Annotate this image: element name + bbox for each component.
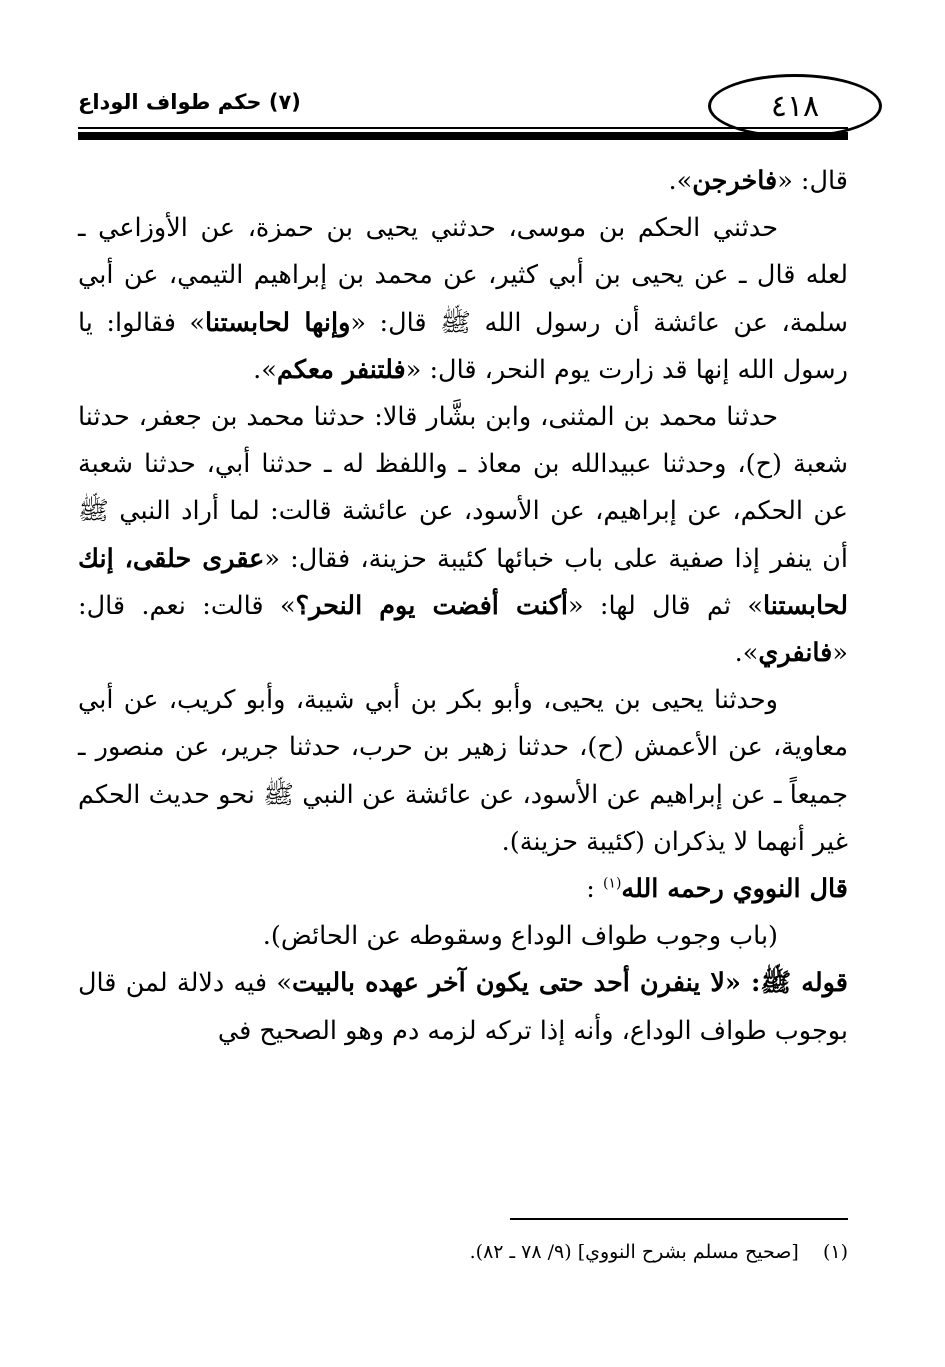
footnote-marker: (١): [822, 1241, 848, 1263]
text-segment: » فقالوا: يا رسول الله إنها قد زارت يوم النحر، قال: «: [78, 307, 848, 385]
paragraphs-container: [78, 158, 848, 866]
header-rule-thick: [78, 132, 848, 140]
paragraph: [78, 677, 848, 866]
footnote-text: [صحيح مسلم بشرح النووي] (٩/ ٧٨ ـ ٨٢).: [469, 1241, 799, 1263]
bold-quote: فاخرجن: [692, 166, 778, 196]
bold-quote: لا ينفرن أحد حتى يكون آخر عهده بالبيت: [291, 968, 725, 999]
bold-quote: فانفري: [758, 638, 833, 669]
bold-quote: فلتنفر معكم: [276, 354, 406, 385]
text-segment: ».: [253, 354, 277, 385]
footnote: [440, 1238, 848, 1266]
text-segment: » فيه دلالة لمن قال بوجوب طواف الوداع، وأنه إذا تركه لزمه دم وهو الصحيح في: [78, 968, 848, 1046]
commentary-paragraph: [78, 960, 848, 1054]
bold-quote: أكنت أفضت يوم النحر؟: [295, 590, 568, 621]
bold-quote: قوله ﷺ: «: [724, 968, 848, 999]
text-segment: قال: «: [777, 166, 848, 196]
text-segment: » ثم قال لها: «: [567, 590, 763, 621]
bold-quote: وإنها لحابستنا: [205, 307, 351, 338]
nawawi-heading-line: [78, 866, 848, 913]
text-segment: ».: [668, 166, 693, 196]
footnote-rule: [510, 1218, 848, 1220]
chapter-title: (باب وجوب طواف الوداع وسقوطه عن الحائض).: [262, 921, 778, 952]
text-segment: حدثني الحكم بن موسى، حدثني يحيى بن حمزة، عن الأوزاعي ـ لعله قال ـ عن يحيى بن أبي كثير، عن محمد بن إبراهيم التيمي، عن أبي سلمة، عن عائشة أن رسول الله ﷺ قال: «: [78, 213, 848, 338]
bold-quote: عقرى حلقى، إنك لحابستنا: [78, 543, 848, 621]
text-segment: حدثنا محمد بن المثنى، وابن بشَّار قالا: حدثنا محمد بن جعفر، حدثنا شعبة (ح)، وحدثنا عبيدالله بن معاذ ـ واللفظ له ـ حدثنا أبي، حدثنا شعبة عن الحكم، عن إبراهيم، عن الأسود، عن عائشة قالت: لما أراد النبي ﷺ أن ينفر إذا صفية على باب خبائها كئيبة حزينة، فقال: «: [78, 402, 848, 574]
paragraph: [78, 205, 848, 394]
text-segment: » قالت: نعم. قال: «: [78, 590, 848, 669]
running-title: (٧) حكم طواف الوداع: [78, 90, 301, 114]
text-segment: وحدثنا يحيى بن يحيى، وأبو بكر بن أبي شيبة، وأبو كريب، عن أبي معاوية، عن الأعمش (ح)، حدثنا زهير بن حرب، حدثنا جرير، عن منصور ـ جميعاً ـ عن إبراهيم عن الأسود، عن عائشة عن النبي ﷺ نحو حديث الحكم غير أنهما لا يذكران (كئيبة حزينة).: [78, 685, 848, 857]
footnote-reference: (١): [602, 875, 622, 892]
page-header: [78, 72, 848, 152]
paragraph: [78, 158, 848, 205]
heading-colon: :: [586, 874, 595, 905]
text-segment: ».: [734, 638, 759, 669]
main-text: [78, 158, 848, 1055]
paragraph: [78, 394, 848, 677]
page-number: ٤١٨: [770, 88, 820, 124]
header-rule-thin: [78, 127, 848, 129]
nawawi-heading: قال النووي رحمه الله: [621, 874, 848, 905]
